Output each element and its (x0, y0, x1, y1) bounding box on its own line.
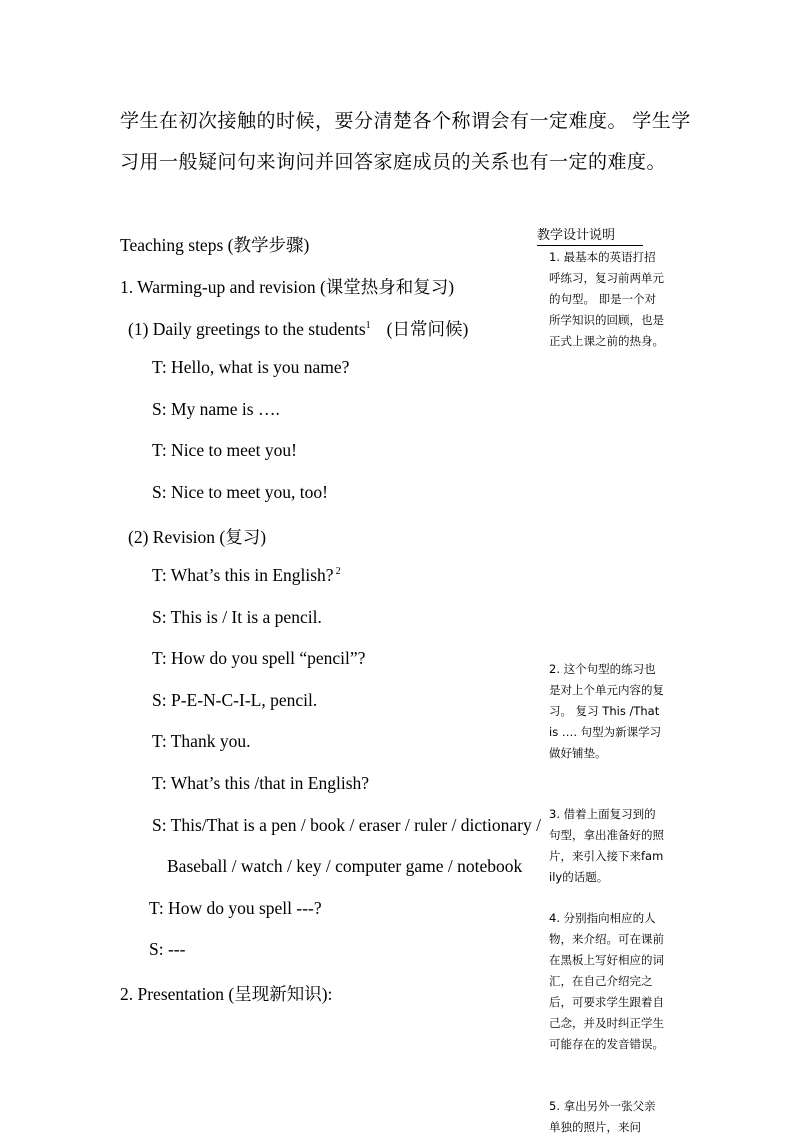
dialogue-line: T: How do you spell “pencil”? (152, 648, 366, 668)
dialogue-line: Baseball / watch / key / computer game / notebook (167, 856, 523, 876)
dialogue-line: T: Hello, what is you name? (152, 357, 350, 377)
step-1-title: 1. Warming-up and revision (课堂热身和复习) (120, 277, 455, 297)
dialogue-line: S: P-E-N-C-I-L, pencil. (152, 690, 318, 710)
intro-line-1: 学生在初次接触的时候，要分清楚各个称谓会有一定难度。 学生学 (120, 111, 691, 132)
dialogue-line: S: This is / It is a pencil. (152, 607, 322, 627)
sub-1-label: (1) Daily greetings to the students (128, 319, 366, 339)
design-note-3: 3. 借着上面复习到的句型，拿出准备好的照片，来引入接下来family的话题。 (549, 807, 664, 884)
dialogue-line: S: This/That is a pen / book / eraser / ruler / dictionary / (152, 815, 541, 835)
dialogue-line: T: Nice to meet you! (152, 440, 297, 460)
teaching-steps-heading: Teaching steps (教学步骤) (120, 235, 310, 255)
design-note-5: 5. 拿出另外一张父亲单独的照片，来问 (549, 1099, 656, 1134)
dialogue-line: S: My name is …. (152, 399, 280, 419)
sub-1-tail: (日常问候) (386, 319, 469, 339)
dialogue-line: S: Nice to meet you, too! (152, 482, 328, 502)
step-1-sub-2: (2) Revision (复习) (128, 527, 267, 547)
design-note-2: 2. 这个句型的练习也是对上个单元内容的复习。 复习 This /That is …. 句型为新课学习做好铺垫。 (549, 662, 664, 760)
revision-question: T: What’s this in English? (152, 565, 334, 585)
dialogue-line: T: What’s this /that in English? (152, 773, 370, 793)
dialogue-line: T: How do you spell ---? (149, 898, 322, 918)
dialogue-line: S: --- (149, 939, 186, 959)
notes-title: 教学设计说明 (537, 227, 643, 246)
intro-line-2: 习用一般疑问句来询问并回答家庭成员的关系也有一定的难度。 (120, 152, 667, 173)
design-note-1: 1. 最基本的英语打招呼练习，复习前两单元的句型。 即是一个对所学知识的回顾，也是正式上课之前的热身。 (549, 250, 664, 348)
footnote-ref-2: 2 (335, 566, 341, 578)
dialogue-line: T: Thank you. (152, 731, 251, 751)
step-2-title: 2. Presentation (呈现新知识): (120, 984, 333, 1004)
footnote-ref-1: 1 (365, 320, 371, 332)
design-note-4: 4. 分别指向相应的人物，来介绍。可在课前在黑板上写好相应的词汇，在自己介绍完之后，可要求学生跟着自己念，并及时纠正学生可能存在的发音错误。 (549, 911, 664, 1051)
